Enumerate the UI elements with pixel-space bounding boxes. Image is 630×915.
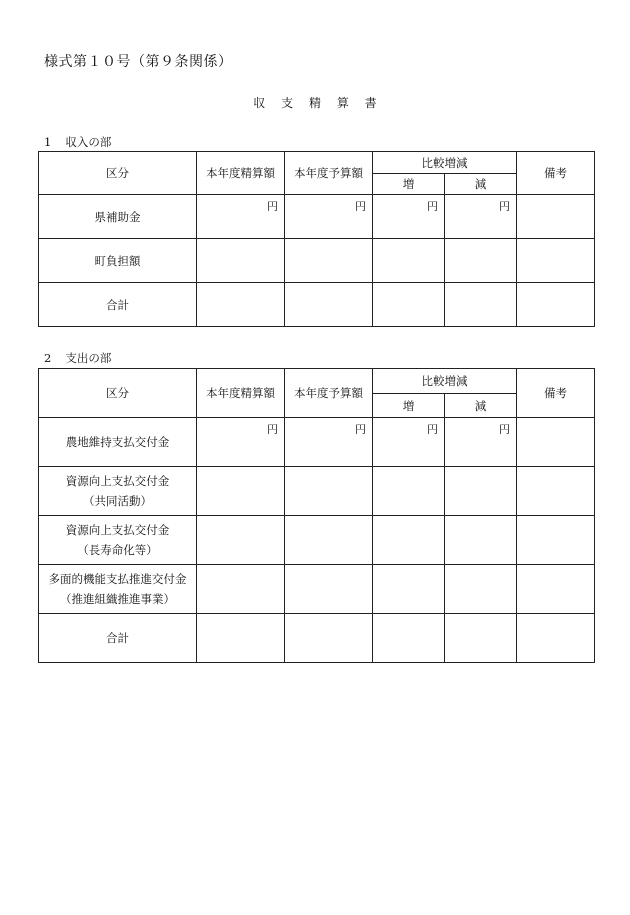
remarks-cell [517, 614, 595, 663]
document-title [0, 94, 630, 111]
remarks-cell [517, 195, 595, 239]
expense-table [38, 368, 595, 663]
row-label: 県補助金 [39, 195, 197, 239]
remarks-cell [517, 239, 595, 283]
header-category: 区分 [39, 152, 197, 195]
amount-cell [373, 239, 445, 283]
row-label-sub: （推進組織推進事業） [60, 592, 175, 606]
unit-label: 円 [285, 195, 373, 239]
amount-cell [445, 283, 517, 327]
title-char: 支 [281, 96, 294, 110]
amount-cell [197, 467, 285, 516]
table-row [39, 614, 595, 663]
amount-cell [197, 283, 285, 327]
title-char: 精 [308, 96, 321, 110]
remarks-cell [517, 467, 595, 516]
row-label [39, 614, 197, 663]
table-row [39, 283, 595, 327]
amount-cell [373, 467, 445, 516]
unit-label: 円 [285, 418, 373, 467]
row-label: 合計 [39, 283, 197, 327]
row-label-sub: （長寿命化等） [77, 543, 158, 557]
table-row [39, 195, 595, 239]
amount-cell [285, 283, 373, 327]
header-comparison: 比較増減 [373, 369, 517, 394]
remarks-cell [517, 283, 595, 327]
income-section-title: 収入の部 [65, 135, 112, 149]
header-increase: 増 [373, 174, 445, 195]
amount-cell [445, 467, 517, 516]
expense-section-title: 支出の部 [65, 351, 112, 365]
row-label [39, 467, 197, 516]
amount-cell [285, 467, 373, 516]
title-char: 書 [364, 96, 377, 110]
table-row [39, 239, 595, 283]
row-label [39, 516, 197, 565]
table-row [39, 516, 595, 565]
amount-cell [197, 565, 285, 614]
row-label-main: 資源向上支払交付金 [65, 474, 170, 488]
row-label-main: 農地維持支払交付金 [65, 435, 170, 449]
unit-label: 円 [197, 418, 285, 467]
title-char: 算 [336, 96, 349, 110]
amount-cell [445, 239, 517, 283]
row-label-main: 資源向上支払交付金 [65, 523, 170, 537]
row-label-main: 多面的機能支払推進交付金 [48, 572, 187, 586]
amount-cell [445, 614, 517, 663]
header-increase: 増 [373, 394, 445, 418]
amount-cell [197, 239, 285, 283]
amount-cell [373, 516, 445, 565]
expense-section-number: 2 [44, 351, 52, 365]
header-settlement: 本年度精算額 [197, 152, 285, 195]
header-remarks: 備考 [517, 152, 595, 195]
amount-cell [373, 614, 445, 663]
remarks-cell [517, 418, 595, 467]
row-label-sub: （共同活動） [83, 494, 152, 508]
income-section-number: 1 [44, 135, 52, 149]
header-decrease: 減 [445, 174, 517, 195]
header-remarks: 備考 [517, 369, 595, 418]
amount-cell [285, 614, 373, 663]
form-number: 様式第１０号（第９条関係） [44, 54, 233, 70]
income-section-label [44, 134, 111, 150]
expense-section-label [44, 350, 111, 366]
unit-label: 円 [445, 418, 517, 467]
row-label: 町負担額 [39, 239, 197, 283]
unit-label: 円 [445, 195, 517, 239]
remarks-cell [517, 516, 595, 565]
income-table [38, 151, 595, 327]
remarks-cell [517, 565, 595, 614]
amount-cell [445, 516, 517, 565]
unit-label: 円 [373, 195, 445, 239]
header-category: 区分 [39, 369, 197, 418]
amount-cell [285, 516, 373, 565]
amount-cell [285, 239, 373, 283]
row-label [39, 565, 197, 614]
amount-cell [373, 283, 445, 327]
header-settlement: 本年度精算額 [197, 369, 285, 418]
amount-cell [197, 516, 285, 565]
table-row [39, 565, 595, 614]
row-label-main: 合計 [106, 631, 129, 645]
header-comparison: 比較増減 [373, 152, 517, 174]
row-label [39, 418, 197, 467]
amount-cell [445, 565, 517, 614]
table-row [39, 467, 595, 516]
unit-label: 円 [197, 195, 285, 239]
table-row [39, 418, 595, 467]
amount-cell [285, 565, 373, 614]
header-budget: 本年度予算額 [285, 369, 373, 418]
title-char: 収 [253, 96, 266, 110]
header-budget: 本年度予算額 [285, 152, 373, 195]
unit-label: 円 [373, 418, 445, 467]
amount-cell [197, 614, 285, 663]
amount-cell [373, 565, 445, 614]
header-decrease: 減 [445, 394, 517, 418]
